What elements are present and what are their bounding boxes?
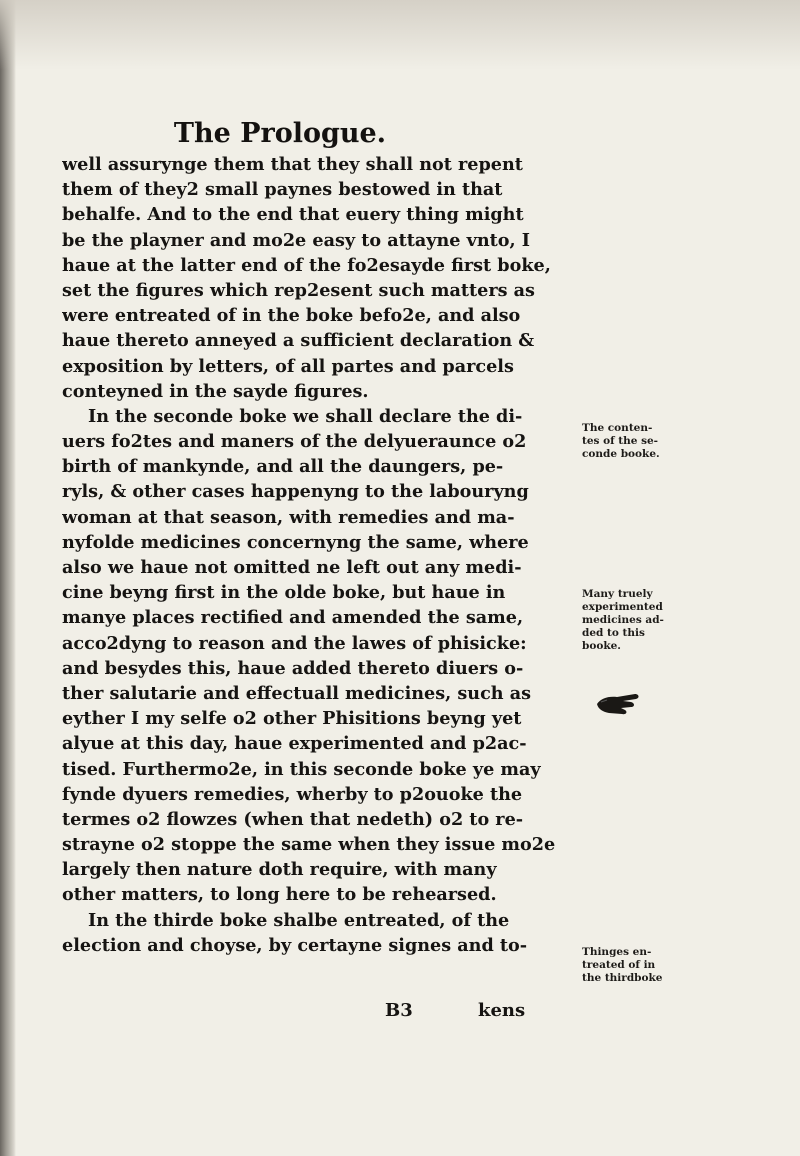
text-line: well assurynge them that they shall not repent bbox=[62, 154, 523, 175]
text-line: haue thereto anneyed a sufficient declaration & bbox=[62, 330, 535, 352]
running-header: The Prologue. bbox=[173, 118, 387, 149]
text-line: other matters, to long here to be rehearsed. bbox=[62, 884, 497, 906]
text-line: be the playner and mo2e easy to attayne vnto, I bbox=[62, 229, 530, 251]
text-line: and besydes this, haue added thereto diuers o- bbox=[62, 657, 524, 679]
text-line: ther salutarie and effectuall medicines, such as bbox=[62, 682, 532, 704]
margin-note-line: experimented bbox=[582, 601, 663, 613]
catchword: kens bbox=[478, 1000, 526, 1021]
signature-mark: B3 bbox=[385, 1000, 413, 1021]
text-line: conteyned in the sayde figures. bbox=[62, 380, 369, 402]
text-line: ryls, & other cases happenyng to the labouryng bbox=[62, 481, 529, 503]
margin-note-line: tes of the se- bbox=[582, 435, 659, 447]
text-line: largely then nature doth require, with many bbox=[62, 859, 497, 881]
margin-note-line: the thirdboke bbox=[582, 972, 663, 984]
margin-note-third-book bbox=[582, 946, 663, 985]
binding-shadow bbox=[0, 0, 16, 1156]
margin-note-line: The conten- bbox=[582, 422, 653, 434]
text-line: uers fo2tes and maners of the delyueraunce o2 bbox=[62, 431, 527, 453]
margin-note-line: booke. bbox=[582, 640, 621, 652]
text-line: were entreated of in the boke befo2e, and also bbox=[62, 305, 521, 327]
margin-note-second-book bbox=[582, 422, 660, 461]
text-line: nyfolde medicines concernyng the same, where bbox=[62, 531, 529, 553]
text-line: manye places rectified and amended the same, bbox=[62, 607, 524, 629]
margin-note-line: ded to this bbox=[582, 627, 645, 639]
margin-note-line: medicines ad- bbox=[582, 614, 664, 626]
margin-note-line: treated of in bbox=[582, 959, 656, 971]
text-line: In the thirde boke shalbe entreated, of the bbox=[88, 909, 510, 931]
text-line: also we haue not omitted ne left out any medi- bbox=[62, 557, 522, 578]
text-line: tised. Furthermo2e, in this seconde boke ye may bbox=[62, 758, 541, 780]
pointing-hand-icon bbox=[595, 688, 641, 718]
text-line: them of they2 small paynes bestowed in that bbox=[62, 179, 503, 201]
margin-note-medicines bbox=[582, 588, 664, 653]
text-line: termes o2 flowzes (when that nedeth) o2 to re- bbox=[62, 808, 524, 830]
text-line: eyther I my selfe o2 other Phisitions beyng yet bbox=[62, 708, 522, 730]
text-line: woman at that season, with remedies and ma- bbox=[62, 506, 515, 528]
text-line: strayne o2 stoppe the same when they issue mo2e bbox=[62, 834, 556, 856]
text-line: haue at the latter end of the fo2esayde first boke, bbox=[62, 254, 551, 276]
page-top-shade bbox=[0, 0, 800, 70]
text-line: cine beyng first in the olde boke, but haue in bbox=[62, 582, 506, 604]
margin-note-line: conde booke. bbox=[582, 448, 660, 460]
margin-note-line: Thinges en- bbox=[582, 946, 652, 958]
text-line: In the seconde boke we shall declare the di- bbox=[88, 405, 523, 427]
margin-note-line: Many truely bbox=[582, 588, 653, 600]
text-line: birth of mankynde, and all the daungers, pe- bbox=[62, 456, 504, 478]
text-line: election and choyse, by certayne signes and to- bbox=[62, 934, 528, 956]
text-line: exposition by letters, of all partes and parcels bbox=[62, 355, 514, 377]
main-text-block bbox=[62, 152, 562, 958]
text-line: acco2dyng to reason and the lawes of phisicke: bbox=[62, 632, 527, 654]
text-line: alyue at this day, haue experimented and p2ac- bbox=[62, 733, 527, 755]
text-line: set the figures which rep2esent such matters as bbox=[62, 279, 535, 301]
text-line: fynde dyuers remedies, wherby to p2ouoke the bbox=[62, 783, 523, 805]
text-line: behalfe. And to the end that euery thing might bbox=[62, 204, 524, 226]
